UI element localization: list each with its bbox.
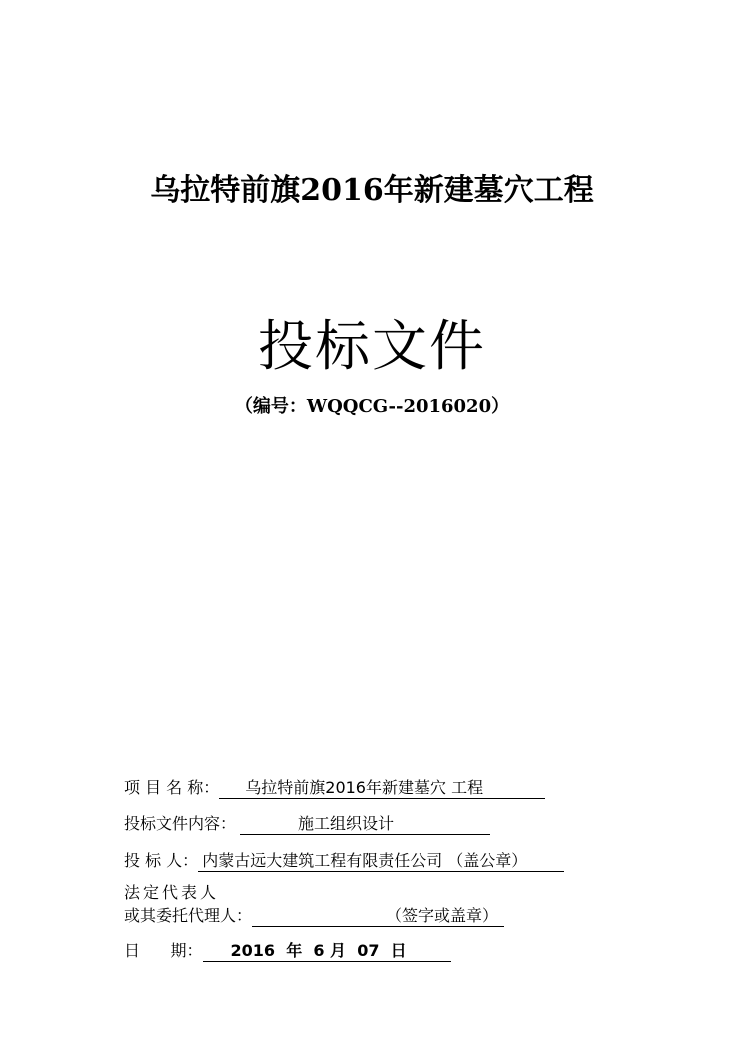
date-row [124,938,451,962]
document-content-row [124,811,490,835]
bidder-value: 内蒙古远大建筑工程有限责任公司 （盖公章） [198,852,564,872]
document-content-value: 施工组织设计 [240,815,490,835]
bidder-row [124,848,564,872]
date-label: 日 期： [124,941,203,960]
legal-representative-row [124,880,219,903]
authorized-agent-value: （签字或盖章） [252,907,504,927]
document-title: 投标文件 [257,314,486,378]
authorized-agent-label: 或其委托代理人： [124,906,253,925]
authorized-agent-row [124,903,504,927]
project-name-value: 乌拉特前旗2016年新建墓穴 工程 [219,779,545,799]
legal-representative-label: 法定代表人 [124,883,220,902]
bidder-label: 投 标 人： [124,851,199,870]
project-name-row [124,775,545,799]
date-value: 2016 年 6 月 07 日 [203,942,451,962]
document-content-label: 投标文件内容： [124,814,237,833]
project-name-label: 项 目 名 称： [124,778,220,797]
document-number: （编号：WQQCG--2016020） [234,396,510,417]
project-title: 乌拉特前旗2016年新建墓穴工程 [150,173,594,208]
